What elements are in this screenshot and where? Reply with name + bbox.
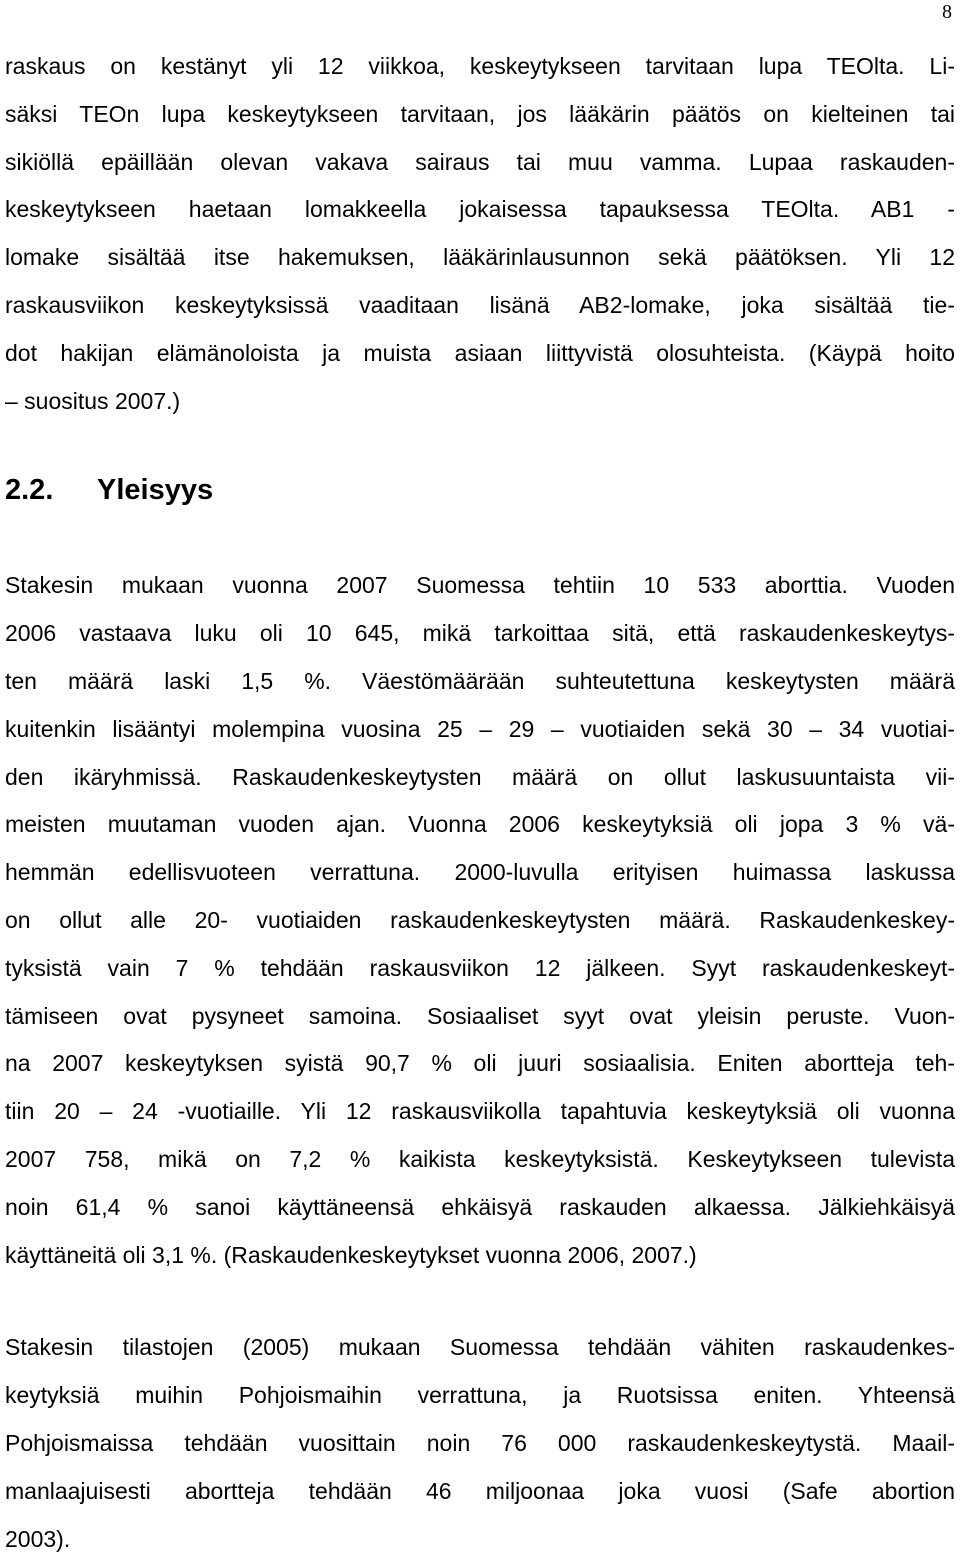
text-line: 2007 758, mikä on 7,2 % kaikista keskeytyksistä. Keskeytykseen tulevista	[5, 1145, 955, 1172]
text-line: keytyksiä muihin Pohjoismaihin verrattuna, ja Ruotsissa eniten. Yhteensä	[5, 1382, 955, 1409]
document-body	[5, 43, 955, 1563]
section-number: 2.2.	[5, 474, 54, 507]
text-line: raskaus on kestänyt yli 12 viikkoa, keskeytykseen tarvitaan lupa TEOlta. Li-	[5, 53, 955, 79]
text-line: raskausviikon keskeytyksissä vaaditaan lisänä AB2-lomake, joka sisältää tie-	[5, 291, 955, 318]
text-line: kuitenkin lisääntyi molempina vuosina 25 – 29 – vuotiaiden sekä 30 – 34 vuotiai-	[5, 715, 955, 742]
paragraph-prevalence	[5, 562, 955, 1279]
text-line: tämiseen ovat pysyneet samoina. Sosiaaliset syyt ovat yleisin peruste. Vuon-	[5, 1002, 955, 1029]
text-line: manlaajuisesti abortteja tehdään 46 miljoonaa joka vuosi (Safe abortion	[5, 1477, 955, 1504]
text-line: Pohjoismaissa tehdään vuosittain noin 76 000 raskaudenkeskeytystä. Maail-	[5, 1429, 955, 1456]
text-line: tyksistä vain 7 % tehdään raskausviikon 12 jälkeen. Syyt raskaudenkeskeyt-	[5, 954, 955, 981]
text-line: säksi TEOn lupa keskeytykseen tarvitaan, jos lääkärin päätös on kielteinen tai	[5, 100, 955, 127]
text-line: na 2007 keskeytyksen syistä 90,7 % oli juuri sosiaalisia. Eniten abortteja teh-	[5, 1050, 955, 1077]
text-line: – suositus 2007.)	[5, 387, 181, 414]
text-line: Stakesin mukaan vuonna 2007 Suomessa tehtiin 10 533 aborttia. Vuoden	[5, 572, 955, 599]
page-number: 8	[942, 1, 952, 23]
text-line: ten määrä laski 1,5 %. Väestömäärään suhteutettuna keskeytysten määrä	[5, 667, 955, 694]
text-line: den ikäryhmissä. Raskaudenkeskeytysten määrä on ollut laskusuuntaista vii-	[5, 763, 955, 790]
paragraph-nordic-comparison	[5, 1324, 955, 1563]
text-line: meisten muutaman vuoden ajan. Vuonna 2006 keskeytyksiä oli jopa 3 % vä-	[5, 811, 955, 838]
section-heading	[5, 470, 955, 510]
text-line: käyttäneitä oli 3,1 %. (Raskaudenkeskeytykset vuonna 2006, 2007.)	[5, 1241, 697, 1268]
text-line: dot hakijan elämänoloista ja muista asiaan liittyvistä olosuhteista. (Käypä hoito	[5, 339, 955, 366]
text-line: lomake sisältää itse hakemuksen, lääkärinlausunnon sekä päätöksen. Yli 12	[5, 244, 955, 271]
text-line: keskeytykseen haetaan lomakkeella jokaisessa tapauksessa TEOlta. AB1 -	[5, 196, 955, 223]
text-line: on ollut alle 20- vuotiaiden raskaudenkeskeytysten määrä. Raskaudenkeskey-	[5, 906, 955, 933]
text-line: 2006 vastaava luku oli 10 645, mikä tarkoittaa sitä, että raskaudenkeskeytys-	[5, 620, 955, 647]
text-line: hemmän edellisvuoteen verrattuna. 2000-luvulla erityisen huimassa laskussa	[5, 859, 955, 886]
text-line: tiin 20 – 24 -vuotiaille. Yli 12 raskausviikolla tapahtuvia keskeytyksiä oli vuonna	[5, 1098, 955, 1125]
text-line: 2003).	[5, 1525, 71, 1552]
text-line: noin 61,4 % sanoi käyttäneensä ehkäisyä raskauden alkaessa. Jälkiehkäisyä	[5, 1193, 955, 1220]
text-line: sikiöllä epäillään olevan vakava sairaus tai muu vamma. Lupaa raskauden-	[5, 148, 955, 175]
section-title: Yleisyys	[97, 474, 214, 507]
paragraph-abortion-permit	[5, 43, 955, 425]
text-line: Stakesin tilastojen (2005) mukaan Suomessa tehdään vähiten raskaudenkes-	[5, 1334, 955, 1361]
